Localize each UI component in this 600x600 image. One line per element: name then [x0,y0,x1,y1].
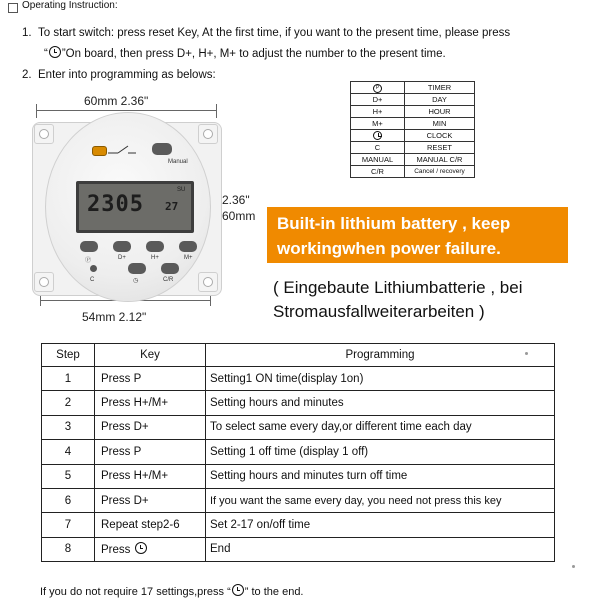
step-2-number: 2. [22,69,32,81]
dim-side-inch: 2.36" [222,193,250,207]
row-step: 1 [42,367,95,391]
battery-banner [267,207,568,263]
row-key: Press D+ [95,415,206,439]
row-key: Press P [95,440,206,464]
mount-ear-tr [198,124,218,144]
row-programming: Setting1 ON time(display 1on) [206,367,555,391]
step-2-text: Enter into programming as belows: [38,69,216,81]
german-note [273,276,523,324]
table-row [42,488,555,512]
timer-button[interactable] [80,241,98,252]
instruction-step-1-cont [44,46,446,60]
header-checkbox [8,3,18,13]
clock-key-icon [373,131,382,140]
lcd-time: 2305 [87,192,144,217]
banner-line-2: workingwhen power failure. [277,239,501,258]
cancel-recovery-button[interactable] [161,263,179,274]
row-key-cell [95,537,206,561]
table-row [42,367,555,391]
mount-ear-br [198,272,218,292]
table-row [42,415,555,439]
footer-note [40,584,304,598]
row-key: Press [101,544,131,557]
row-step: 2 [42,391,95,415]
legend-row [351,106,475,118]
row-programming: Setting hours and minutes [206,391,555,415]
legend-key: H+ [351,106,405,118]
legend-key: C/R [351,166,405,178]
table-row [42,391,555,415]
decor-dot [572,565,575,568]
legend-value: RESET [405,142,475,154]
step-1-text-cont: ”On board, then press D+, H+, M+ to adjust the number to the present time. [61,48,446,60]
legend-row [351,142,475,154]
legend-key: D+ [351,94,405,106]
row-programming: To select same every day,or different time each day [206,415,555,439]
instruction-step-1 [22,27,510,39]
legend-row [351,154,475,166]
minute-plus-label: M+ [184,255,193,261]
footer-text-post: ” to the end. [244,586,304,598]
hour-plus-button[interactable] [146,241,164,252]
legend-value: MIN [405,118,475,130]
header-key: Key [95,344,206,367]
row-step: 5 [42,464,95,488]
table-row [42,464,555,488]
legend-value: MANUAL C/R [405,154,475,166]
header-title: Operating Instruction: [22,0,118,11]
german-line-2: Stromausfallweiterarbeiten ) [273,302,485,321]
row-key: Press P [95,367,206,391]
legend-key: C [351,142,405,154]
row-step: 4 [42,440,95,464]
programming-table [41,343,555,562]
legend-row [351,130,475,142]
legend-value: DAY [405,94,475,106]
row-step: 7 [42,513,95,537]
mount-ear-tl [34,124,54,144]
switch-symbol-icon [108,143,136,157]
legend-value: HOUR [405,106,475,118]
legend-value: TIMER [405,82,475,94]
legend-row [351,82,475,94]
reset-button[interactable] [90,265,97,272]
instruction-step-2 [22,69,216,81]
row-programming: Set 2-17 on/off time [206,513,555,537]
day-plus-button[interactable] [113,241,131,252]
footer-text-pre: If you do not require 17 settings,press “ [40,586,231,598]
header-programming: Programming [206,344,555,367]
mount-ear-bl [34,272,54,292]
table-header-row [42,344,555,367]
row-programming: Setting hours and minutes turn off time [206,464,555,488]
banner-line-1: Built-in lithium battery , keep [277,214,511,233]
timer-device [32,116,220,298]
status-led [92,146,107,156]
legend-row [351,118,475,130]
manual-label: Manual [168,159,188,165]
clock-icon [135,542,147,554]
row-key: Repeat step2-6 [95,513,206,537]
clock-button[interactable] [128,263,146,274]
row-key: Press D+ [95,488,206,512]
legend-value: CLOCK [405,130,475,142]
header-step: Step [42,344,95,367]
cancel-recovery-label: C/R [163,277,174,283]
row-programming: Setting 1 off time (display 1 off) [206,440,555,464]
row-programming: If you want the same every day, you need not press this key [206,488,555,512]
timer-key-icon: P [373,84,382,93]
key-legend-table [350,81,475,178]
german-line-1: ( Eingebaute Lithiumbatterie , bei [273,278,523,297]
lcd-day: SU [177,187,186,193]
row-step: 8 [42,537,95,561]
table-row [42,440,555,464]
lcd-display [76,181,194,233]
step-1-text: To start switch: press reset Key, At the first time, if you want to the present time, please press [38,27,511,39]
dim-side-mm: 60mm [222,209,256,223]
row-step: 6 [42,488,95,512]
clock-icon [49,46,61,58]
day-plus-label: D+ [118,255,126,261]
lcd-seconds: 27 [165,200,179,213]
legend-key: MANUAL [351,154,405,166]
dim-top-line [36,110,216,111]
row-step: 3 [42,415,95,439]
hour-plus-label: H+ [151,255,159,261]
clock-button-label: ◷ [133,278,139,284]
device-face [45,112,211,302]
table-row [42,513,555,537]
dim-top-width: 60mm 2.36" [84,94,149,108]
row-programming: End [206,537,555,561]
manual-button[interactable] [152,143,172,155]
dim-bottom-width: 54mm 2.12" [82,310,147,324]
clock-icon [232,584,244,596]
table-row [42,537,555,561]
open-quote: “ [44,48,48,60]
minute-plus-button[interactable] [179,241,197,252]
legend-value: Cancel / recovery [405,166,475,178]
reset-label: C [90,277,95,283]
step-1-number: 1. [22,27,32,39]
row-key: Press H+/M+ [95,464,206,488]
timer-button-label: Ⓟ [85,258,92,264]
row-key: Press H+/M+ [95,391,206,415]
legend-key: M+ [351,118,405,130]
legend-row [351,166,475,178]
legend-row [351,94,475,106]
